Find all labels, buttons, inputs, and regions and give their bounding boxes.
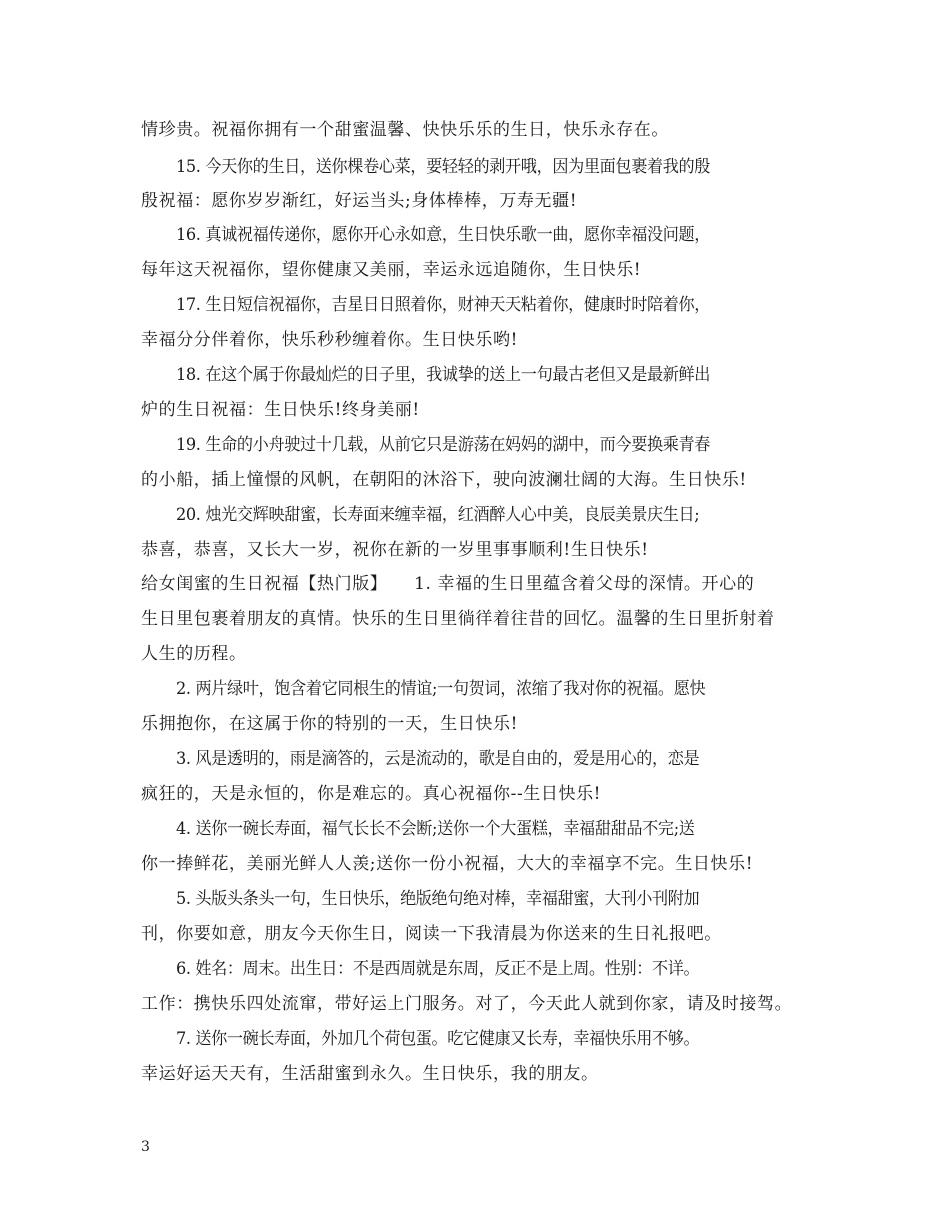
text-line: 5. 头版头条头一句，生日快乐，绝版绝句绝对棒，幸福甜蜜，大刊小刊附加 — [176, 889, 700, 909]
text-line: 情珍贵。祝福你拥有一个甜蜜温馨、快快乐乐的生日，快乐永存在。 — [141, 120, 669, 140]
text-line: 17. 生日短信祝福你，吉星日日照着你，财神天天粘着你，健康时时陪着你， — [176, 295, 711, 315]
text-line: 20. 烛光交辉映甜蜜，长寿面来缠幸福，红酒醉人心中美，良辰美景庆生日; — [176, 505, 700, 525]
text-line: 18. 在这个属于你最灿烂的日子里，我诚挚的送上一句最古老但又是最新鲜出 — [176, 365, 711, 385]
text-line: 16. 真诚祝福传递你，愿你开心永如意，生日快乐歌一曲，愿你幸福没问题， — [176, 225, 711, 245]
text-line: 19. 生命的小舟驶过十几载，从前它只是游荡在妈妈的湖中，而今要换乘青春 — [176, 435, 711, 455]
text-line: 幸福分分伴着你，快乐秒秒缠着你。生日快乐哟! — [141, 330, 519, 350]
text-line: 给女闺蜜的生日祝福【热门版】 1. 幸福的生日里蕴含着父母的深情。开心的 — [141, 574, 755, 594]
text-line: 15. 今天你的生日，送你棵卷心菜，要轻轻的剥开哦，因为里面包裹着我的殷 — [176, 157, 711, 177]
text-line: 炉的生日祝福：生日快乐!终身美丽! — [141, 400, 420, 420]
text-line: 幸运好运天天有，生活甜蜜到永久。生日快乐，我的朋友。 — [141, 1064, 599, 1084]
text-line: 2. 两片绿叶，饱含着它同根生的情谊;一句贺词，浓缩了我对你的祝福。愿快 — [176, 679, 706, 699]
text-line: 人生的历程。 — [141, 644, 247, 664]
text-line: 7. 送你一碗长寿面，外加几个荷包蛋。吃它健康又长寿，幸福快乐用不够。 — [176, 1029, 700, 1049]
text-line: 3. 风是透明的，雨是滴答的，云是流动的，歌是自由的，爱是用心的，恋是 — [176, 749, 700, 769]
text-line: 乐拥抱你，在这属于你的特别的一天，生日快乐! — [141, 714, 519, 734]
text-line: 每年这天祝福你，望你健康又美丽，幸运永远追随你，生日快乐! — [141, 260, 642, 280]
page-number: 3 — [141, 1139, 150, 1155]
text-line: 你一捧鲜花，美丽光鲜人人羡;送你一份小祝福，大大的幸福享不完。生日快乐! — [141, 854, 754, 874]
text-line: 6. 姓名：周末。出生日：不是西周就是东周，反正不是上周。性别：不详。 — [176, 959, 700, 979]
text-line: 刊，你要如意，朋友今天你生日，阅读一下我清晨为你送来的生日礼报吧。 — [141, 924, 722, 944]
text-line: 生日里包裹着朋友的真情。快乐的生日里徜徉着往昔的回忆。温馨的生日里折射着 — [141, 609, 775, 629]
text-line: 工作：携快乐四处流窜，带好运上门服务。对了，今天此人就到你家，请及时接驾。 — [141, 994, 793, 1014]
text-line: 恭喜，恭喜，又长大一岁，祝你在新的一岁里事事顺利!生日快乐! — [141, 540, 649, 560]
text-line: 4. 送你一碗长寿面，福气长长不会断;送你一个大蛋糕，幸福甜甜品不完;送 — [176, 819, 695, 839]
text-line: 殷祝福：愿你岁岁渐红，好运当头;身体棒棒，万寿无疆! — [141, 191, 578, 211]
text-line: 的小船，插上憧憬的风帆，在朝阳的沐浴下，驶向波澜壮阔的大海。生日快乐! — [141, 470, 747, 490]
text-line: 疯狂的，天是永恒的，你是难忘的。真心祝福你--生日快乐! — [141, 784, 602, 804]
